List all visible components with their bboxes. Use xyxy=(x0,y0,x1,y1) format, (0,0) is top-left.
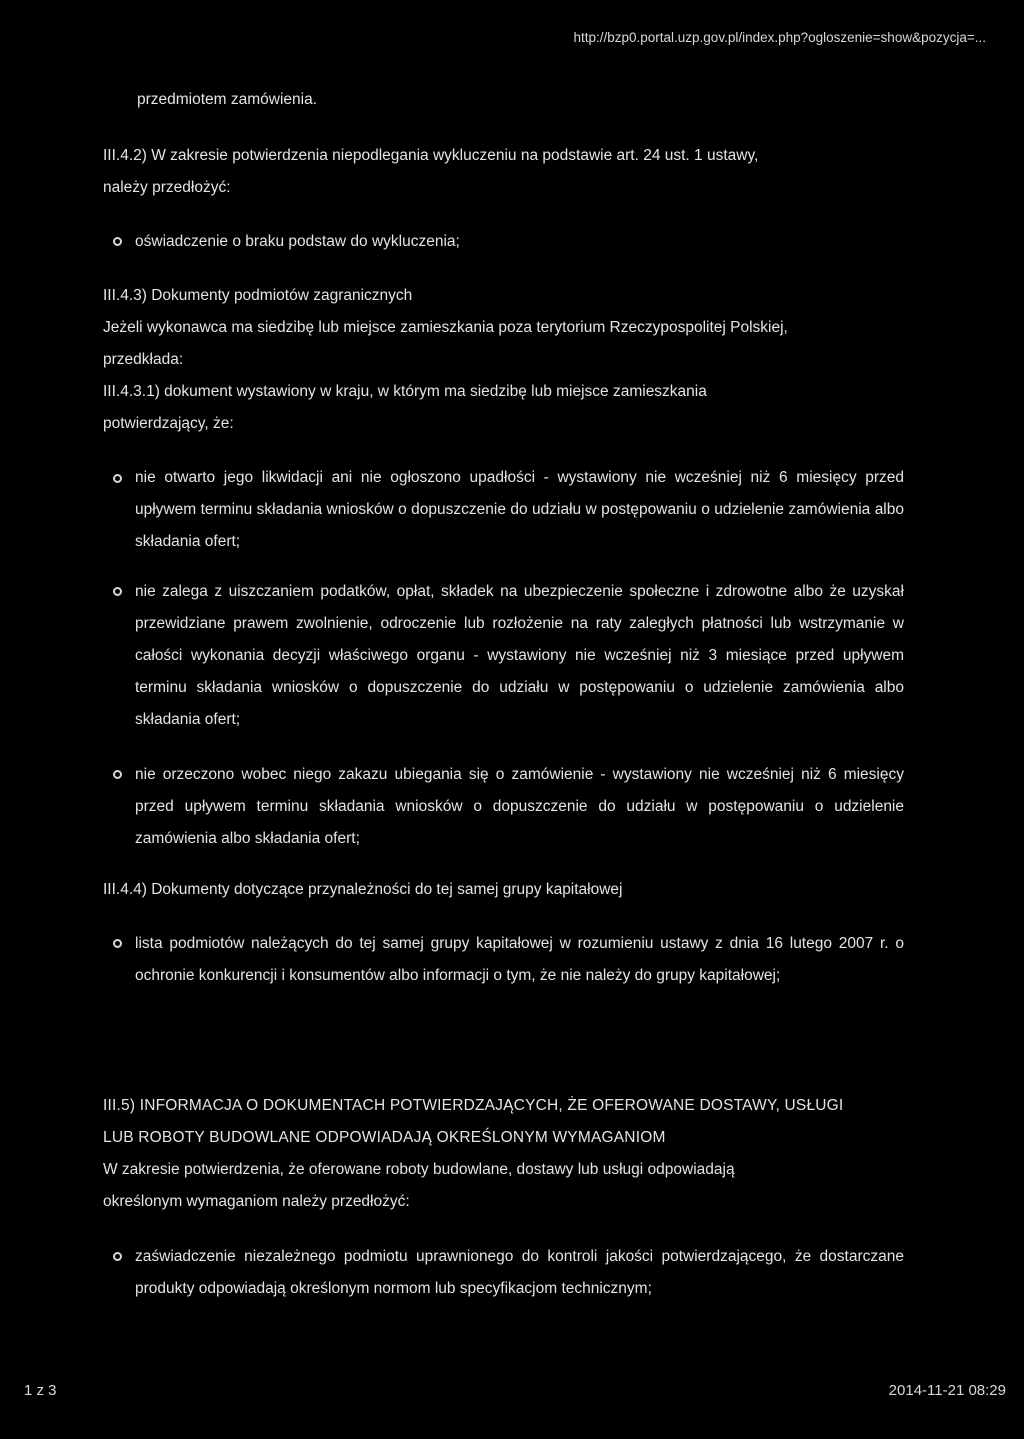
bullet-icon xyxy=(113,237,122,246)
section-heading: III.5) INFORMACJA O DOKUMENTACH POTWIERDZAJĄCYCH, ŻE OFEROWANE DOSTAWY, USŁUGI xyxy=(103,1097,844,1114)
page-url: http://bzp0.portal.uzp.gov.pl/index.php?ogloszenie=show&pozycja=... xyxy=(573,30,986,45)
section-heading: LUB ROBOTY BUDOWLANE ODPOWIADAJĄ OKREŚLONYM WYMAGANIOM xyxy=(103,1129,666,1146)
text-line: należy przedłożyć: xyxy=(103,179,231,196)
list-item: nie otwarto jego likwidacji ani nie ogłoszono upadłości - wystawiony nie wcześniej niż 6 miesięcy przed upływem terminu składania wniosków o dopuszczenie do udziału w postępowaniu o udzielenie zamówienia albo składania ofert; xyxy=(135,469,904,550)
list-item: oświadczenie o braku podstaw do wykluczenia; xyxy=(135,233,460,250)
text-line: Jeżeli wykonawca ma siedzibę lub miejsce zamieszkania poza terytorium Rzeczypospolitej Polskiej, xyxy=(103,319,788,336)
bullet-icon xyxy=(113,939,122,948)
list-item: zaświadczenie niezależnego podmiotu uprawnionego do kontroli jakości potwierdzającego, że dostarczane produkty odpowiadają określonym normom lub specyfikacjom technicznym; xyxy=(135,1248,904,1297)
section-heading: III.4.3) Dokumenty podmiotów zagranicznych xyxy=(103,287,413,304)
text-line: określonym wymaganiom należy przedłożyć: xyxy=(103,1193,410,1210)
list-item: nie orzeczono wobec niego zakazu ubiegania się o zamówienie - wystawiony nie wcześniej niż 6 miesięcy przed upływem terminu składania wniosków o dopuszczenie do udziału w postępowaniu o udzielenie zamówienia albo składania ofert; xyxy=(135,766,904,847)
text-line: przedkłada: xyxy=(103,351,184,368)
list-item: lista podmiotów należących do tej samej grupy kapitałowej w rozumieniu ustawy z dnia 16 lutego 2007 r. o ochronie konkurencji i konsumentów albo informacji o tym, że nie należy do grupy kapitałowej; xyxy=(135,935,904,984)
bullet-icon xyxy=(113,1252,122,1261)
bullet-icon xyxy=(113,587,122,596)
list-item: nie zalega z uiszczaniem podatków, opłat, składek na ubezpieczenie społeczne i zdrowotne albo że uzyskał przewidziane prawem zwolnienie, odroczenie lub rozłożenie na raty zaległych płatności lub wstrzymanie w całości wykonania decyzji właściwego organu - wystawiony nie wcześniej niż 3 miesiące przed upływem terminu składania wniosków o dopuszczenie do udziału w postępowaniu o udzielenie zamówienia albo składania ofert; xyxy=(135,583,904,728)
section-heading: III.4.3.1) dokument wystawiony w kraju, w którym ma siedzibę lub miejsce zamieszkania xyxy=(103,383,707,400)
section-heading: III.4.2) W zakresie potwierdzenia niepodlegania wykluczeniu na podstawie art. 24 ust. 1 ustawy, xyxy=(103,147,759,164)
print-datetime: 2014-11-21 08:29 xyxy=(888,1382,1006,1399)
text-line: W zakresie potwierdzenia, że oferowane roboty budowlane, dostawy lub usługi odpowiadają xyxy=(103,1161,735,1178)
text-line: przedmiotem zamówienia. xyxy=(137,91,318,108)
page-number: 1 z 3 xyxy=(24,1382,57,1399)
section-heading: III.4.4) Dokumenty dotyczące przynależności do tej samej grupy kapitałowej xyxy=(103,881,623,898)
text-line: potwierdzający, że: xyxy=(103,415,234,432)
bullet-icon xyxy=(113,474,122,483)
bullet-icon xyxy=(113,770,122,779)
